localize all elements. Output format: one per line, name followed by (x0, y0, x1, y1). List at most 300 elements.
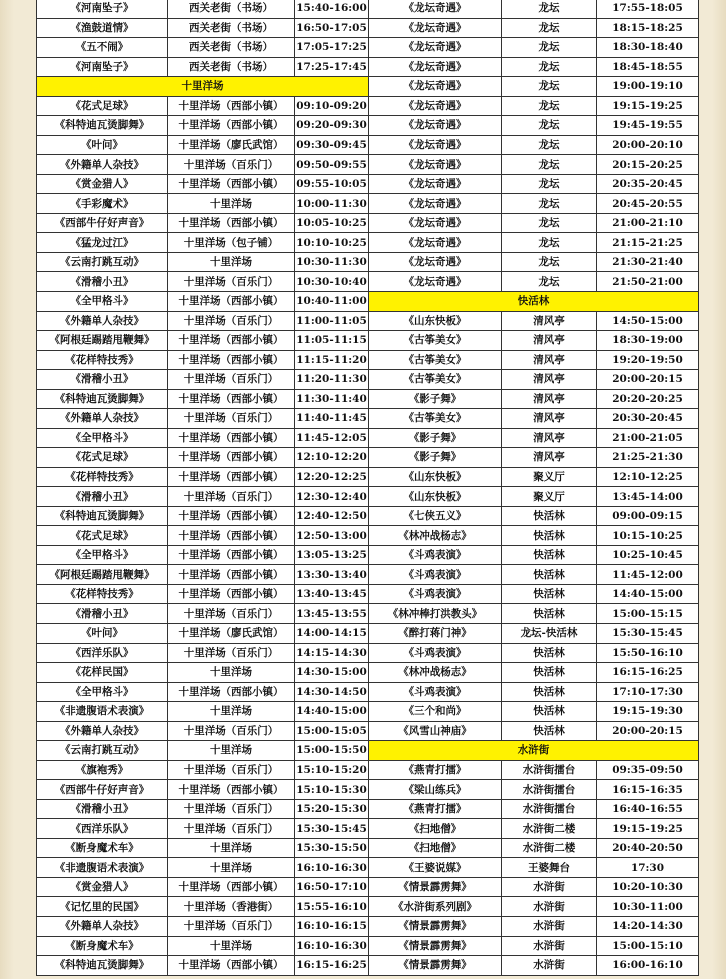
right-venue-cell: 快活林 (502, 526, 597, 546)
right-show-name-cell: 《山东快板》 (369, 467, 502, 487)
table-row (37, 18, 699, 38)
left-show-name-cell: 《滑稽小丑》 (37, 487, 168, 507)
table-row (37, 38, 699, 58)
left-venue-cell: 十里洋场 (168, 936, 295, 956)
right-time-cell: 21:00-21:10 (597, 213, 699, 233)
left-venue-cell: 十里洋场（百乐门） (168, 155, 295, 175)
table-row (37, 409, 699, 429)
left-venue-cell: 十里洋场（西部小镇） (168, 389, 295, 409)
left-venue-cell: 十里洋场（西部小镇） (168, 780, 295, 800)
right-show-name-cell: 《扫地僧》 (369, 819, 502, 839)
right-show-name-cell: 《影子舞》 (369, 428, 502, 448)
table-row (37, 77, 699, 97)
right-time-cell: 21:25-21:30 (597, 448, 699, 468)
right-show-name-cell: 《影子舞》 (369, 389, 502, 409)
left-venue-cell: 十里洋场 (168, 252, 295, 272)
right-venue-cell: 龙坛 (502, 174, 597, 194)
table-row (37, 858, 699, 878)
right-venue-cell: 龙坛 (502, 116, 597, 136)
left-show-name-cell: 《滑稽小丑》 (37, 604, 168, 624)
left-time-cell: 12:40-12:50 (295, 506, 369, 526)
right-venue-cell: 龙坛 (502, 38, 597, 58)
left-venue-cell: 十里洋场（西部小镇） (168, 467, 295, 487)
table-row (37, 643, 699, 663)
right-time-cell: 09:00-09:15 (597, 506, 699, 526)
left-time-cell: 17:25-17:45 (295, 57, 369, 77)
table-row (37, 389, 699, 409)
left-time-cell: 15:00-15:05 (295, 721, 369, 741)
right-venue-cell: 龙坛 (502, 155, 597, 175)
left-venue-cell: 十里洋场（廖氏武馆） (168, 624, 295, 644)
left-show-name-cell: 《赏金猎人》 (37, 174, 168, 194)
left-venue-cell: 十里洋场（西部小镇） (168, 174, 295, 194)
left-venue-cell: 十里洋场 (168, 838, 295, 858)
table-row (37, 877, 699, 897)
right-time-cell: 19:15-19:25 (597, 819, 699, 839)
left-show-name-cell: 《河南坠子》 (37, 57, 168, 77)
right-venue-cell: 快活林 (502, 721, 597, 741)
right-time-cell: 16:15-16:35 (597, 780, 699, 800)
right-show-name-cell: 《古筝美女》 (369, 409, 502, 429)
right-venue-cell: 龙坛 (502, 272, 597, 292)
right-section-header: 水浒街 (369, 741, 699, 761)
left-venue-cell: 十里洋场 (168, 663, 295, 683)
left-section-header: 十里洋场 (37, 77, 369, 97)
left-venue-cell: 十里洋场（西部小镇） (168, 213, 295, 233)
left-venue-cell: 十里洋场 (168, 194, 295, 214)
right-venue-cell: 清风亭 (502, 350, 597, 370)
right-venue-cell: 快活林 (502, 604, 597, 624)
table-row (37, 545, 699, 565)
right-venue-cell: 龙坛 (502, 0, 597, 18)
left-venue-cell: 十里洋场（西部小镇） (168, 506, 295, 526)
right-time-cell: 20:00-20:10 (597, 135, 699, 155)
table-row (37, 194, 699, 214)
right-venue-cell: 龙坛 (502, 57, 597, 77)
right-venue-cell: 快活林 (502, 643, 597, 663)
right-show-name-cell: 《龙坛奇遇》 (369, 155, 502, 175)
right-venue-cell: 清风亭 (502, 331, 597, 351)
table-row (37, 663, 699, 683)
table-row (37, 819, 699, 839)
left-time-cell: 14:15-14:30 (295, 643, 369, 663)
right-time-cell: 14:40-15:00 (597, 584, 699, 604)
left-show-name-cell: 《渔鼓道情》 (37, 18, 168, 38)
right-time-cell: 15:00-15:10 (597, 936, 699, 956)
table-row (37, 702, 699, 722)
left-time-cell: 10:40-11:00 (295, 291, 369, 311)
right-show-name-cell: 《龙坛奇遇》 (369, 77, 502, 97)
table-row (37, 96, 699, 116)
table-row (37, 526, 699, 546)
table-row (37, 252, 699, 272)
left-venue-cell: 十里洋场（西部小镇） (168, 526, 295, 546)
right-venue-cell: 水浒街 (502, 956, 597, 976)
left-show-name-cell: 《花样特技秀》 (37, 467, 168, 487)
right-show-name-cell: 《情景霹雳舞》 (369, 877, 502, 897)
left-show-name-cell: 《全甲格斗》 (37, 291, 168, 311)
left-show-name-cell: 《科特迪瓦烫脚舞》 (37, 389, 168, 409)
left-show-name-cell: 《科特迪瓦烫脚舞》 (37, 506, 168, 526)
left-venue-cell: 十里洋场（百乐门） (168, 760, 295, 780)
left-show-name-cell: 《云南打跳互动》 (37, 741, 168, 761)
table-row (37, 370, 699, 390)
left-venue-cell: 十里洋场（百乐门） (168, 604, 295, 624)
left-venue-cell: 西关老街（书场） (168, 57, 295, 77)
right-time-cell: 14:50-15:00 (597, 311, 699, 331)
left-venue-cell: 十里洋场（西部小镇） (168, 448, 295, 468)
right-show-name-cell: 《龙坛奇遇》 (369, 0, 502, 18)
right-venue-cell: 龙坛 (502, 77, 597, 97)
table-row (37, 0, 699, 18)
right-show-name-cell: 《风雪山神庙》 (369, 721, 502, 741)
left-time-cell: 10:30-10:40 (295, 272, 369, 292)
left-time-cell: 11:45-12:05 (295, 428, 369, 448)
right-venue-cell: 水浒街 (502, 936, 597, 956)
left-venue-cell: 十里洋场 (168, 741, 295, 761)
right-venue-cell: 快活林 (502, 702, 597, 722)
left-time-cell: 15:00-15:50 (295, 741, 369, 761)
right-show-name-cell: 《情景霹雳舞》 (369, 916, 502, 936)
left-show-name-cell: 《花样民国》 (37, 663, 168, 683)
left-time-cell: 14:30-14:50 (295, 682, 369, 702)
right-venue-cell: 快活林 (502, 565, 597, 585)
left-venue-cell: 十里洋场（西部小镇） (168, 291, 295, 311)
left-time-cell: 15:55-16:10 (295, 897, 369, 917)
right-time-cell: 19:20-19:50 (597, 350, 699, 370)
left-show-name-cell: 《外籍单人杂技》 (37, 409, 168, 429)
left-time-cell: 12:50-13:00 (295, 526, 369, 546)
right-time-cell: 18:30-18:40 (597, 38, 699, 58)
table-row (37, 897, 699, 917)
right-show-name-cell: 《三个和尚》 (369, 702, 502, 722)
left-show-name-cell: 《花式足球》 (37, 96, 168, 116)
right-show-name-cell: 《斗鸡表演》 (369, 565, 502, 585)
left-time-cell: 13:30-13:40 (295, 565, 369, 585)
table-row (37, 956, 699, 976)
right-venue-cell: 龙坛 (502, 233, 597, 253)
left-show-name-cell: 《非遗腹语术表演》 (37, 858, 168, 878)
left-time-cell: 12:20-12:25 (295, 467, 369, 487)
right-time-cell: 16:40-16:55 (597, 799, 699, 819)
right-section-header: 快活林 (369, 291, 699, 311)
left-venue-cell: 十里洋场（百乐门） (168, 311, 295, 331)
left-show-name-cell: 《花式足球》 (37, 448, 168, 468)
left-show-name-cell: 《滑稽小丑》 (37, 799, 168, 819)
table-row (37, 213, 699, 233)
left-time-cell: 13:45-13:55 (295, 604, 369, 624)
right-venue-cell: 快活林 (502, 506, 597, 526)
left-time-cell: 12:10-12:20 (295, 448, 369, 468)
right-venue-cell: 水浒街 (502, 916, 597, 936)
left-venue-cell: 十里洋场（百乐门） (168, 721, 295, 741)
right-show-name-cell: 《龙坛奇遇》 (369, 213, 502, 233)
right-time-cell: 20:45-20:55 (597, 194, 699, 214)
right-venue-cell: 龙坛 (502, 18, 597, 38)
right-show-name-cell: 《林冲战杨志》 (369, 526, 502, 546)
left-show-name-cell: 《全甲格斗》 (37, 682, 168, 702)
left-show-name-cell: 《叶问》 (37, 624, 168, 644)
left-show-name-cell: 《全甲格斗》 (37, 428, 168, 448)
left-venue-cell: 十里洋场（西部小镇） (168, 96, 295, 116)
left-venue-cell: 十里洋场（西部小镇） (168, 331, 295, 351)
right-time-cell: 21:30-21:40 (597, 252, 699, 272)
right-show-name-cell: 《古筝美女》 (369, 350, 502, 370)
table-row (37, 721, 699, 741)
table-row (37, 604, 699, 624)
right-time-cell: 16:00-16:10 (597, 956, 699, 976)
right-show-name-cell: 《林冲战杨志》 (369, 663, 502, 683)
table-row (37, 428, 699, 448)
left-time-cell: 11:20-11:30 (295, 370, 369, 390)
left-venue-cell: 十里洋场（西部小镇） (168, 545, 295, 565)
left-venue-cell: 十里洋场（西部小镇） (168, 428, 295, 448)
right-time-cell: 18:45-18:55 (597, 57, 699, 77)
right-time-cell: 19:00-19:10 (597, 77, 699, 97)
left-venue-cell: 十里洋场（包子铺） (168, 233, 295, 253)
left-time-cell: 16:15-16:25 (295, 956, 369, 976)
right-show-name-cell: 《燕青打擂》 (369, 799, 502, 819)
right-venue-cell: 快活林 (502, 663, 597, 683)
right-time-cell: 18:30-19:00 (597, 331, 699, 351)
right-venue-cell: 水浒街擂台 (502, 760, 597, 780)
right-time-cell: 20:30-20:45 (597, 409, 699, 429)
right-show-name-cell: 《龙坛奇遇》 (369, 174, 502, 194)
left-show-name-cell: 《西洋乐队》 (37, 643, 168, 663)
right-time-cell: 16:15-16:25 (597, 663, 699, 683)
right-show-name-cell: 《醉打蒋门神》 (369, 624, 502, 644)
right-venue-cell: 龙坛-快活林 (502, 624, 597, 644)
left-venue-cell: 十里洋场（百乐门） (168, 643, 295, 663)
right-show-name-cell: 《王婆说媒》 (369, 858, 502, 878)
left-venue-cell: 十里洋场 (168, 858, 295, 878)
table-row (37, 565, 699, 585)
left-venue-cell: 十里洋场（百乐门） (168, 799, 295, 819)
left-venue-cell: 十里洋场（西部小镇） (168, 682, 295, 702)
right-show-name-cell: 《龙坛奇遇》 (369, 272, 502, 292)
right-time-cell: 17:55-18:05 (597, 0, 699, 18)
left-time-cell: 11:30-11:40 (295, 389, 369, 409)
right-time-cell: 21:15-21:25 (597, 233, 699, 253)
table-row (37, 272, 699, 292)
table-row (37, 799, 699, 819)
right-time-cell: 10:30-11:00 (597, 897, 699, 917)
right-show-name-cell: 《情景霹雳舞》 (369, 936, 502, 956)
right-time-cell: 10:25-10:45 (597, 545, 699, 565)
table-row (37, 624, 699, 644)
right-venue-cell: 龙坛 (502, 213, 597, 233)
schedule-body (37, 0, 699, 975)
table-row (37, 467, 699, 487)
right-time-cell: 12:10-12:25 (597, 467, 699, 487)
right-time-cell: 10:15-10:25 (597, 526, 699, 546)
table-row (37, 936, 699, 956)
right-venue-cell: 龙坛 (502, 252, 597, 272)
right-venue-cell: 清风亭 (502, 428, 597, 448)
right-show-name-cell: 《山东快板》 (369, 311, 502, 331)
table-row (37, 760, 699, 780)
right-venue-cell: 水浒街 (502, 877, 597, 897)
left-show-name-cell: 《记忆里的民国》 (37, 897, 168, 917)
table-row (37, 584, 699, 604)
left-time-cell: 10:00-11:30 (295, 194, 369, 214)
right-show-name-cell: 《影子舞》 (369, 448, 502, 468)
right-venue-cell: 快活林 (502, 682, 597, 702)
right-show-name-cell: 《林冲棒打洪教头》 (369, 604, 502, 624)
left-show-name-cell: 《赏金猎人》 (37, 877, 168, 897)
left-show-name-cell: 《断身魔术车》 (37, 838, 168, 858)
table-row (37, 506, 699, 526)
right-show-name-cell: 《扫地僧》 (369, 838, 502, 858)
table-row (37, 682, 699, 702)
right-venue-cell: 聚义厅 (502, 467, 597, 487)
table-row (37, 233, 699, 253)
left-show-name-cell: 《滑稽小丑》 (37, 272, 168, 292)
left-time-cell: 14:30-15:00 (295, 663, 369, 683)
right-venue-cell: 清风亭 (502, 311, 597, 331)
right-show-name-cell: 《龙坛奇遇》 (369, 135, 502, 155)
left-venue-cell: 十里洋场（百乐门） (168, 370, 295, 390)
left-time-cell: 15:10-15:30 (295, 780, 369, 800)
right-time-cell: 17:10-17:30 (597, 682, 699, 702)
right-time-cell: 21:50-21:00 (597, 272, 699, 292)
right-venue-cell: 清风亭 (502, 370, 597, 390)
right-show-name-cell: 《燕青打擂》 (369, 760, 502, 780)
performance-schedule-table (36, 0, 699, 976)
table-row (37, 916, 699, 936)
right-show-name-cell: 《斗鸡表演》 (369, 545, 502, 565)
table-row (37, 311, 699, 331)
right-show-name-cell: 《龙坛奇遇》 (369, 38, 502, 58)
left-time-cell: 16:10-16:15 (295, 916, 369, 936)
right-time-cell: 15:50-16:10 (597, 643, 699, 663)
left-venue-cell: 十里洋场（西部小镇） (168, 956, 295, 976)
left-show-name-cell: 《西部牛仔好声音》 (37, 213, 168, 233)
left-show-name-cell: 《花式足球》 (37, 526, 168, 546)
right-venue-cell: 水浒街 (502, 897, 597, 917)
left-time-cell: 09:10-09:20 (295, 96, 369, 116)
left-show-name-cell: 《花样特技秀》 (37, 584, 168, 604)
left-time-cell: 11:00-11:05 (295, 311, 369, 331)
left-show-name-cell: 《外籍单人杂技》 (37, 721, 168, 741)
table-row (37, 741, 699, 761)
right-venue-cell: 龙坛 (502, 135, 597, 155)
right-show-name-cell: 《情景霹雳舞》 (369, 956, 502, 976)
left-time-cell: 10:10-10:25 (295, 233, 369, 253)
right-time-cell: 15:30-15:45 (597, 624, 699, 644)
left-venue-cell: 十里洋场（西部小镇） (168, 584, 295, 604)
right-time-cell: 20:35-20:45 (597, 174, 699, 194)
left-show-name-cell: 《全甲格斗》 (37, 545, 168, 565)
right-venue-cell: 水浒街擂台 (502, 780, 597, 800)
right-time-cell: 10:20-10:30 (597, 877, 699, 897)
table-row (37, 838, 699, 858)
left-show-name-cell: 《云南打跳互动》 (37, 252, 168, 272)
left-time-cell: 10:05-10:25 (295, 213, 369, 233)
right-show-name-cell: 《水浒街系列剧》 (369, 897, 502, 917)
left-venue-cell: 十里洋场（西部小镇） (168, 877, 295, 897)
right-show-name-cell: 《斗鸡表演》 (369, 682, 502, 702)
right-time-cell: 09:35-09:50 (597, 760, 699, 780)
table-row (37, 780, 699, 800)
right-show-name-cell: 《古筝美女》 (369, 331, 502, 351)
left-time-cell: 16:50-17:05 (295, 18, 369, 38)
left-time-cell: 15:30-15:50 (295, 838, 369, 858)
left-venue-cell: 十里洋场（西部小镇） (168, 565, 295, 585)
right-time-cell: 18:15-18:25 (597, 18, 699, 38)
right-venue-cell: 水浒街擂台 (502, 799, 597, 819)
right-time-cell: 19:15-19:30 (597, 702, 699, 722)
left-venue-cell: 十里洋场（西部小镇） (168, 350, 295, 370)
right-show-name-cell: 《龙坛奇遇》 (369, 233, 502, 253)
right-show-name-cell: 《梁山练兵》 (369, 780, 502, 800)
table-row (37, 135, 699, 155)
table-row (37, 448, 699, 468)
left-time-cell: 11:15-11:20 (295, 350, 369, 370)
left-venue-cell: 十里洋场（百乐门） (168, 487, 295, 507)
right-venue-cell: 清风亭 (502, 448, 597, 468)
right-show-name-cell: 《七侠五义》 (369, 506, 502, 526)
left-time-cell: 16:10-16:30 (295, 858, 369, 878)
right-show-name-cell: 《古筝美女》 (369, 370, 502, 390)
left-venue-cell: 十里洋场（百乐门） (168, 819, 295, 839)
left-show-name-cell: 《五不闹》 (37, 38, 168, 58)
right-time-cell: 14:20-14:30 (597, 916, 699, 936)
right-time-cell: 21:00-21:05 (597, 428, 699, 448)
right-time-cell: 19:45-19:55 (597, 116, 699, 136)
left-time-cell: 16:10-16:30 (295, 936, 369, 956)
table-row (37, 155, 699, 175)
table-row (37, 487, 699, 507)
left-show-name-cell: 《西部牛仔好声音》 (37, 780, 168, 800)
left-time-cell: 16:50-17:10 (295, 877, 369, 897)
right-time-cell: 20:00-20:15 (597, 721, 699, 741)
right-show-name-cell: 《斗鸡表演》 (369, 584, 502, 604)
left-show-name-cell: 《外籍单人杂技》 (37, 155, 168, 175)
left-show-name-cell: 《外籍单人杂技》 (37, 916, 168, 936)
left-time-cell: 09:50-09:55 (295, 155, 369, 175)
left-time-cell: 14:40-15:00 (295, 702, 369, 722)
table-row (37, 331, 699, 351)
right-show-name-cell: 《龙坛奇遇》 (369, 18, 502, 38)
right-time-cell: 11:45-12:00 (597, 565, 699, 585)
right-show-name-cell: 《龙坛奇遇》 (369, 194, 502, 214)
left-time-cell: 15:10-15:20 (295, 760, 369, 780)
left-time-cell: 14:00-14:15 (295, 624, 369, 644)
left-time-cell: 17:05-17:25 (295, 38, 369, 58)
left-time-cell: 12:30-12:40 (295, 487, 369, 507)
left-show-name-cell: 《外籍单人杂技》 (37, 311, 168, 331)
left-time-cell: 10:30-11:30 (295, 252, 369, 272)
right-time-cell: 20:20-20:25 (597, 389, 699, 409)
left-show-name-cell: 《西洋乐队》 (37, 819, 168, 839)
left-time-cell: 11:05-11:15 (295, 331, 369, 351)
left-show-name-cell: 《阿根廷踢踏甩鞭舞》 (37, 331, 168, 351)
left-time-cell: 11:40-11:45 (295, 409, 369, 429)
left-show-name-cell: 《科特迪瓦烫脚舞》 (37, 116, 168, 136)
left-show-name-cell: 《旗袍秀》 (37, 760, 168, 780)
right-time-cell: 20:00-20:15 (597, 370, 699, 390)
table-row (37, 116, 699, 136)
right-time-cell: 20:40-20:50 (597, 838, 699, 858)
left-show-name-cell: 《断身魔术车》 (37, 936, 168, 956)
right-time-cell: 17:30 (597, 858, 699, 878)
left-venue-cell: 西关老街（书场） (168, 18, 295, 38)
left-venue-cell: 西关老街（书场） (168, 0, 295, 18)
right-show-name-cell: 《龙坛奇遇》 (369, 252, 502, 272)
left-venue-cell: 十里洋场（廖氏武馆） (168, 135, 295, 155)
right-time-cell: 13:45-14:00 (597, 487, 699, 507)
